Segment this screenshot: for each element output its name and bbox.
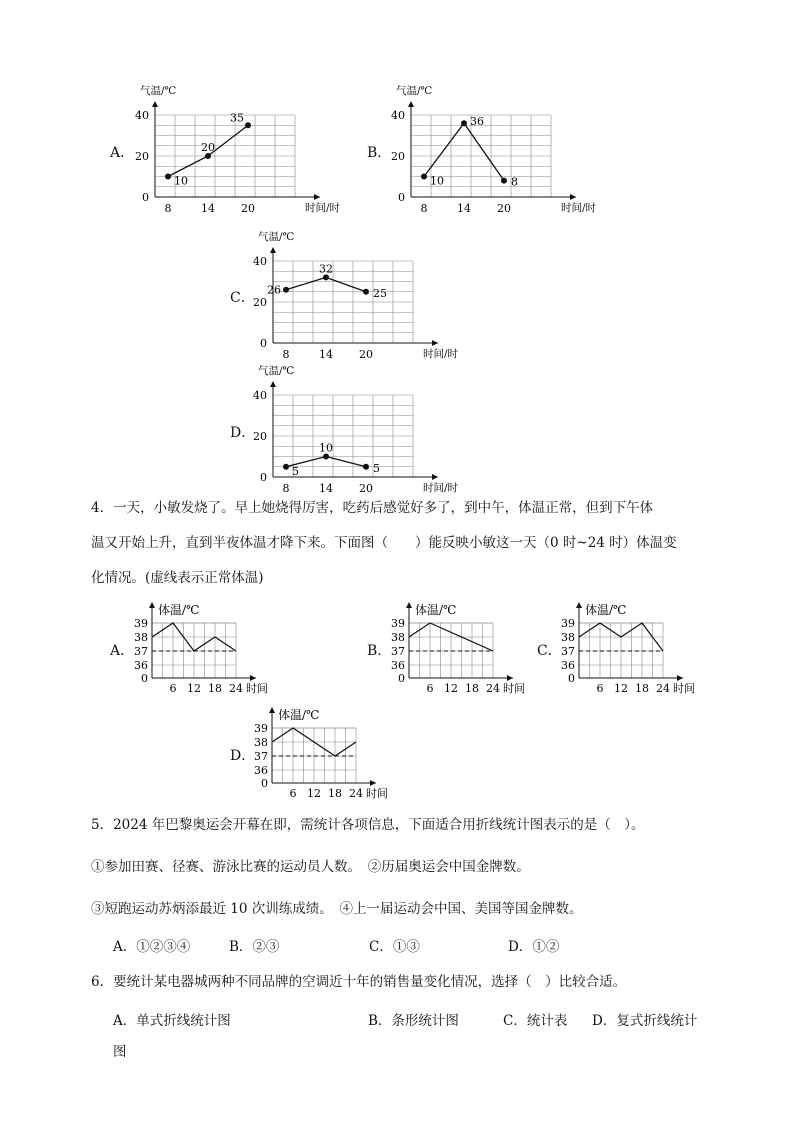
y-axis-title: 体温/℃ bbox=[158, 603, 200, 617]
x-tick-label: 6 bbox=[426, 682, 434, 695]
q4-stem-line-3: 化情况。(虚线表示正常体温) bbox=[91, 570, 264, 586]
q5-item-line-1: ①参加田赛、径赛、游泳比赛的运动员人数。 ②历届奥运会中国金牌数。 bbox=[91, 859, 530, 875]
x-tick-label: 12 bbox=[444, 682, 458, 695]
x-tick-label: 12 bbox=[307, 787, 321, 800]
x-tick-label: 18 bbox=[328, 787, 342, 800]
y-tick-label: 39 bbox=[391, 617, 405, 630]
x-tick-label: 24 bbox=[349, 787, 363, 800]
q5-option-a: A．①②③④ bbox=[113, 939, 191, 955]
q4-stem-line-1: 4．一天，小敏发烧了。早上她烧得厉害，吃药后感觉好多了，到中午，体温正常，但到下午体 bbox=[91, 500, 654, 516]
q5-option-b: B．②③ bbox=[229, 939, 280, 955]
q5-item-line-2: ③短跑运动苏炳添最近 10 次训练成绩。 ④上一届运动会中国、美国等国金牌数。 bbox=[91, 901, 583, 917]
x-tick-label: 20 bbox=[241, 202, 255, 215]
q4-chart-b bbox=[385, 598, 535, 698]
y-tick-label: 0 bbox=[142, 191, 149, 204]
y-axis-arrow bbox=[152, 101, 158, 107]
x-tick-label: 14 bbox=[201, 202, 215, 215]
y-tick-label: 38 bbox=[391, 631, 405, 644]
y-axis-title: 体温/℃ bbox=[415, 603, 457, 617]
q3-option-c-label: C． bbox=[230, 290, 255, 306]
x-tick-label: 8 bbox=[420, 202, 428, 215]
data-label: 25 bbox=[373, 286, 387, 300]
y-tick-label: 38 bbox=[254, 736, 268, 749]
data-point bbox=[501, 178, 507, 184]
data-label: 35 bbox=[230, 111, 244, 125]
y-axis-arrow bbox=[270, 381, 276, 387]
q3-option-a-label: A． bbox=[110, 145, 135, 161]
x-tick-label: 6 bbox=[596, 682, 604, 695]
y-tick-label: 39 bbox=[254, 722, 268, 735]
x-tick-label: 12 bbox=[187, 682, 201, 695]
q4-option-b-label: B． bbox=[367, 643, 392, 659]
q3-option-b-label: B． bbox=[367, 145, 392, 161]
q3-chart-c bbox=[248, 228, 470, 364]
y-tick-label: 0 bbox=[398, 191, 405, 204]
y-axis-title: 体温/℃ bbox=[278, 708, 320, 722]
y-axis-arrow bbox=[270, 247, 276, 253]
data-point bbox=[165, 174, 171, 180]
y-axis-title: 气温/℃ bbox=[396, 85, 433, 97]
y-tick-label: 0 bbox=[260, 337, 267, 350]
data-label: 20 bbox=[201, 141, 215, 154]
y-axis-title: 气温/℃ bbox=[140, 85, 177, 97]
y-tick-label: 37 bbox=[391, 645, 405, 658]
x-tick-label: 14 bbox=[319, 348, 333, 361]
y-tick-label: 0 bbox=[261, 777, 268, 790]
q6-option-d-wrap: 图 bbox=[113, 1044, 127, 1060]
y-tick-label: 20 bbox=[253, 296, 267, 309]
x-axis-arrow bbox=[507, 675, 513, 681]
x-axis-arrow bbox=[432, 340, 438, 346]
q3-chart-d bbox=[248, 362, 470, 496]
q6-option-d: D．复式折线统计 bbox=[592, 1013, 698, 1029]
x-tick-label: 12 bbox=[614, 682, 628, 695]
x-axis-arrow bbox=[250, 675, 256, 681]
data-point bbox=[363, 464, 369, 470]
x-tick-label: 8 bbox=[282, 348, 290, 361]
y-tick-label: 40 bbox=[253, 255, 267, 268]
y-axis-title: 气温/℃ bbox=[258, 365, 295, 377]
x-tick-label: 18 bbox=[635, 682, 649, 695]
x-axis-arrow bbox=[370, 780, 376, 786]
y-axis-arrow bbox=[576, 602, 582, 608]
y-axis-arrow bbox=[406, 602, 412, 608]
q4-chart-d bbox=[248, 703, 398, 803]
data-point bbox=[283, 464, 289, 470]
x-tick-label: 8 bbox=[282, 482, 290, 495]
y-axis-arrow bbox=[149, 602, 155, 608]
y-tick-label: 40 bbox=[391, 109, 405, 122]
data-label: 5 bbox=[292, 464, 299, 478]
x-tick-label: 8 bbox=[164, 202, 172, 215]
x-tick-label: 18 bbox=[465, 682, 479, 695]
x-axis-arrow bbox=[677, 675, 683, 681]
q6-option-b: B．条形统计图 bbox=[368, 1013, 459, 1029]
x-tick-label: 20 bbox=[497, 202, 511, 215]
x-tick-label: 24 bbox=[229, 682, 243, 695]
x-axis-title: 时间 bbox=[246, 682, 268, 695]
q4-option-a-label: A． bbox=[110, 643, 135, 659]
x-axis-arrow bbox=[314, 194, 320, 200]
x-axis-title: 时间/时 bbox=[423, 482, 459, 494]
series-line bbox=[424, 123, 504, 180]
q3-chart-b bbox=[386, 82, 606, 218]
q4-stem-line-2: 温又开始上升，直到半夜体温才降下来。下面图（ ）能反映小敏这一天（0 时~24 时）体温变 bbox=[91, 535, 677, 551]
q4-chart-a bbox=[128, 598, 278, 698]
data-label: 5 bbox=[373, 461, 380, 475]
x-axis-title: 时间/时 bbox=[423, 348, 459, 360]
x-tick-label: 6 bbox=[169, 682, 177, 695]
x-tick-label: 20 bbox=[359, 482, 373, 495]
q6-option-a: A．单式折线统计图 bbox=[113, 1013, 231, 1029]
y-axis-title: 体温/℃ bbox=[585, 603, 627, 617]
x-axis-title: 时间 bbox=[673, 682, 695, 695]
x-axis-title: 时间/时 bbox=[305, 202, 340, 214]
y-tick-label: 36 bbox=[134, 659, 148, 672]
x-axis-title: 时间/时 bbox=[561, 202, 597, 214]
data-label: 32 bbox=[319, 262, 333, 276]
q4-option-d-label: D． bbox=[230, 748, 256, 764]
y-tick-label: 36 bbox=[561, 659, 575, 672]
x-axis-arrow bbox=[570, 194, 576, 200]
x-tick-label: 6 bbox=[289, 787, 297, 800]
data-point bbox=[283, 287, 289, 293]
q5-option-c: C．①③ bbox=[369, 939, 420, 955]
data-label: 10 bbox=[174, 174, 188, 188]
q3-option-d-label: D． bbox=[230, 425, 256, 441]
y-tick-label: 37 bbox=[134, 645, 148, 658]
y-tick-label: 36 bbox=[254, 764, 268, 777]
q5-stem: 5．2024 年巴黎奥运会开幕在即，需统计各项信息，下面适合用折线统计图表示的是（ ）。 bbox=[91, 817, 645, 833]
y-tick-label: 37 bbox=[254, 750, 268, 763]
data-label: 10 bbox=[319, 441, 333, 455]
x-tick-label: 24 bbox=[656, 682, 670, 695]
data-point bbox=[421, 174, 427, 180]
y-tick-label: 40 bbox=[135, 109, 149, 122]
x-axis-arrow bbox=[432, 474, 438, 480]
data-label: 26 bbox=[267, 283, 281, 297]
q6-option-c: C．统计表 bbox=[503, 1013, 568, 1029]
y-tick-label: 39 bbox=[561, 617, 575, 630]
data-point bbox=[363, 289, 369, 295]
y-tick-label: 20 bbox=[253, 430, 267, 443]
y-tick-label: 38 bbox=[134, 631, 148, 644]
q4-chart-c bbox=[555, 598, 705, 698]
y-tick-label: 39 bbox=[134, 617, 148, 630]
q6-stem: 6．要统计某电器城两种不同品牌的空调近十年的销售量变化情况，选择（ ）比较合适。 bbox=[91, 974, 627, 990]
y-axis-arrow bbox=[269, 707, 275, 713]
y-tick-label: 0 bbox=[260, 471, 267, 484]
x-tick-label: 18 bbox=[208, 682, 222, 695]
data-label: 8 bbox=[511, 175, 518, 189]
q4-option-c-label: C． bbox=[537, 643, 562, 659]
q3-chart-a bbox=[130, 82, 340, 218]
x-tick-label: 24 bbox=[486, 682, 500, 695]
x-axis-title: 时间 bbox=[503, 682, 525, 695]
x-tick-label: 20 bbox=[359, 348, 373, 361]
data-point bbox=[245, 122, 251, 128]
y-tick-label: 20 bbox=[135, 150, 149, 163]
y-tick-label: 20 bbox=[391, 150, 405, 163]
q5-option-d: D．①② bbox=[508, 939, 560, 955]
x-tick-label: 14 bbox=[319, 482, 333, 495]
data-label: 10 bbox=[430, 174, 444, 188]
x-axis-title: 时间 bbox=[366, 787, 388, 800]
y-tick-label: 0 bbox=[568, 672, 575, 685]
x-tick-label: 14 bbox=[457, 202, 471, 215]
y-axis-title: 气温/℃ bbox=[258, 231, 295, 243]
y-tick-label: 36 bbox=[391, 659, 405, 672]
y-axis-arrow bbox=[408, 101, 414, 107]
y-tick-label: 38 bbox=[561, 631, 575, 644]
y-tick-label: 0 bbox=[141, 672, 148, 685]
y-tick-label: 0 bbox=[398, 672, 405, 685]
data-label: 36 bbox=[470, 115, 484, 129]
y-tick-label: 40 bbox=[253, 389, 267, 402]
y-tick-label: 37 bbox=[561, 645, 575, 658]
data-point bbox=[461, 120, 467, 126]
